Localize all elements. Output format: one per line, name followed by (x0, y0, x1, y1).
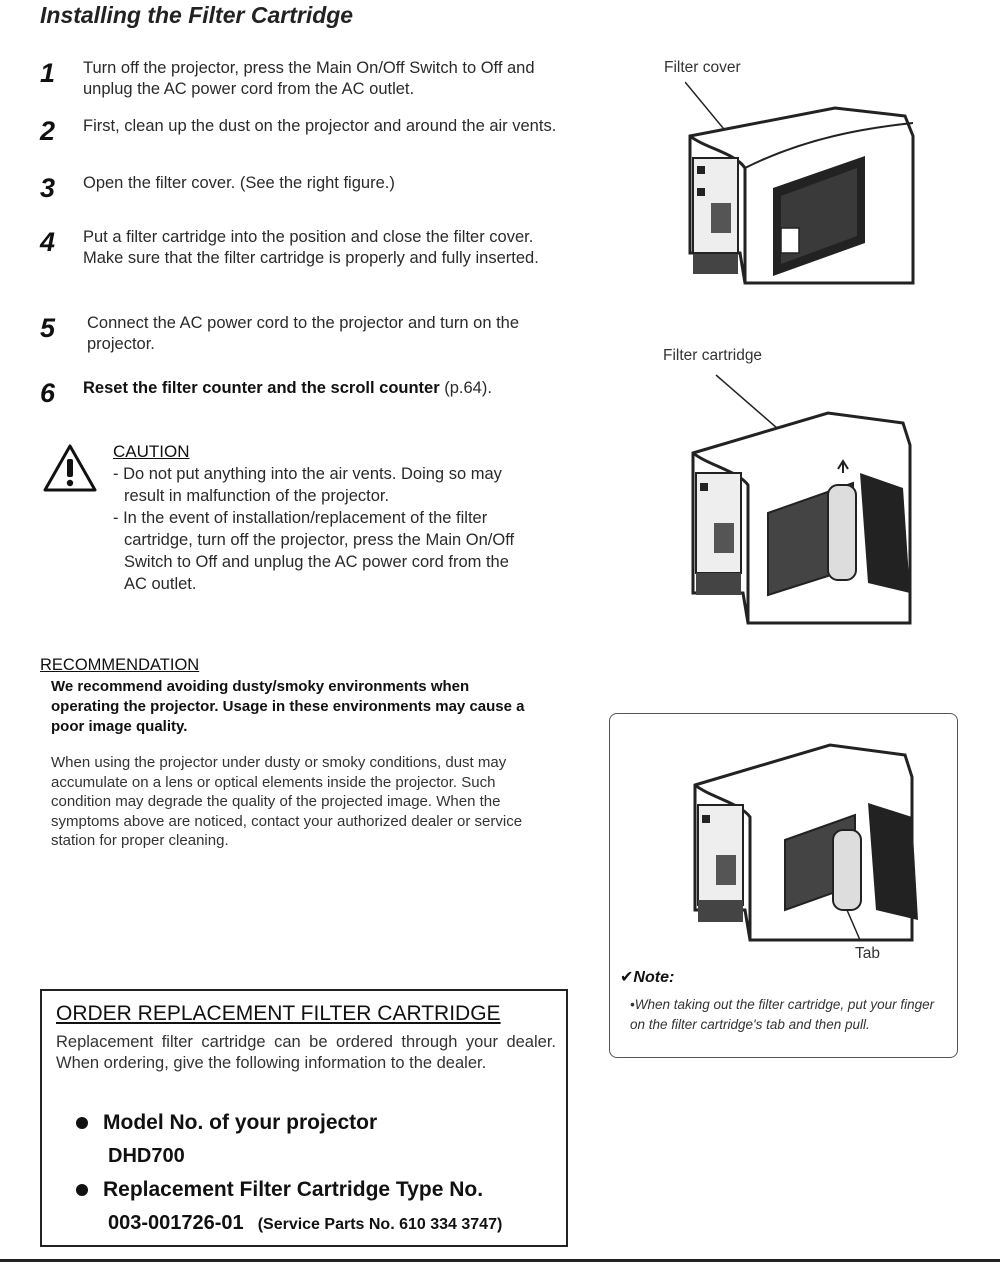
label-tab: Tab (855, 945, 880, 962)
note-heading: ✔Note: (620, 969, 675, 986)
bottom-divider (0, 1259, 1000, 1262)
bullet-dot (76, 1117, 88, 1129)
step-6-bold-text: Reset the filter counter and the scroll counter (83, 379, 440, 397)
order-text: Replacement filter cartridge can be ordered through your dealer. When ordering, give the following information to the dealer. (56, 1033, 556, 1072)
recommendation-bold-text: We recommend avoiding dusty/smoky environments when operating the projector. Usage in these environments may cause a poor image quality. (51, 678, 525, 735)
step-text: First, clean up the dust on the projector and around the air vents. (83, 117, 557, 135)
step-text: Turn off the projector, press the Main On/Off Switch to Off and unplug the AC power cord from the AC outlet. (83, 59, 535, 98)
model-number: DHD700 (108, 1145, 185, 1167)
service-parts-number: (Service Parts No. 610 334 3747) (257, 1216, 503, 1233)
step-number: 1 (40, 58, 56, 88)
label-filter-cartridge: Filter cartridge (663, 347, 763, 364)
order-bullet-type (76, 1178, 556, 1202)
order-box (40, 989, 568, 1247)
step-text: Put a filter cartridge into the position and close the filter cover. Make sure that the filter cartridge is properly and fully inserted. (83, 228, 539, 267)
type-number: 003-001726-01 (108, 1212, 244, 1234)
step-text (83, 378, 563, 399)
projector-filter-tab-illustration (690, 735, 925, 945)
step-text: Connect the AC power cord to the projector and turn on the projector. (87, 314, 520, 353)
recommendation-heading: RECOMMENDATION (40, 656, 200, 674)
projector-filter-cover-illustration (685, 78, 920, 303)
page-reference: (p.64). (439, 379, 492, 397)
caution-item: - Do not put anything into the air vents. Doing so may result in malfunction of the projector. (113, 465, 502, 505)
label-filter-cover: Filter cover (664, 59, 741, 76)
order-heading: ORDER REPLACEMENT FILTER CARTRIDGE (56, 1002, 501, 1025)
step-number: 6 (40, 378, 56, 408)
page-title: Installing the Filter Cartridge (40, 2, 354, 28)
caution-heading: CAUTION (113, 442, 190, 461)
step-number: 5 (40, 313, 56, 343)
step-number: 2 (40, 116, 56, 146)
bullet-dot (76, 1184, 88, 1196)
note-text: •When taking out the filter cartridge, put your finger on the filter cartridge's tab and then pull. (630, 997, 935, 1032)
step-number: 4 (40, 227, 56, 257)
caution-block (113, 441, 533, 595)
bullet-text: Model No. of your projector (103, 1111, 378, 1134)
recommendation-body: When using the projector under dusty or smoky conditions, dust may accumulate on a lens or optical elements inside the projector. Such condition may degrade the quality of the projected image. When the symptoms above are noticed, contact your authorized dealer or service station for proper cleaning. (51, 754, 523, 849)
type-number-line (108, 1212, 502, 1235)
caution-item: - In the event of installation/replacement of the filter cartridge, turn off the projector, press the Main On/Off Switch to Off and unplug the AC power cord from the AC outlet. (113, 509, 515, 593)
step-text: Open the filter cover. (See the right figure.) (83, 174, 395, 192)
order-bullet-model (76, 1111, 556, 1135)
warning-icon (42, 443, 98, 493)
projector-filter-cartridge-illustration (688, 373, 918, 628)
bullet-text: Replacement Filter Cartridge Type No. (103, 1178, 484, 1201)
step-number: 3 (40, 173, 56, 203)
